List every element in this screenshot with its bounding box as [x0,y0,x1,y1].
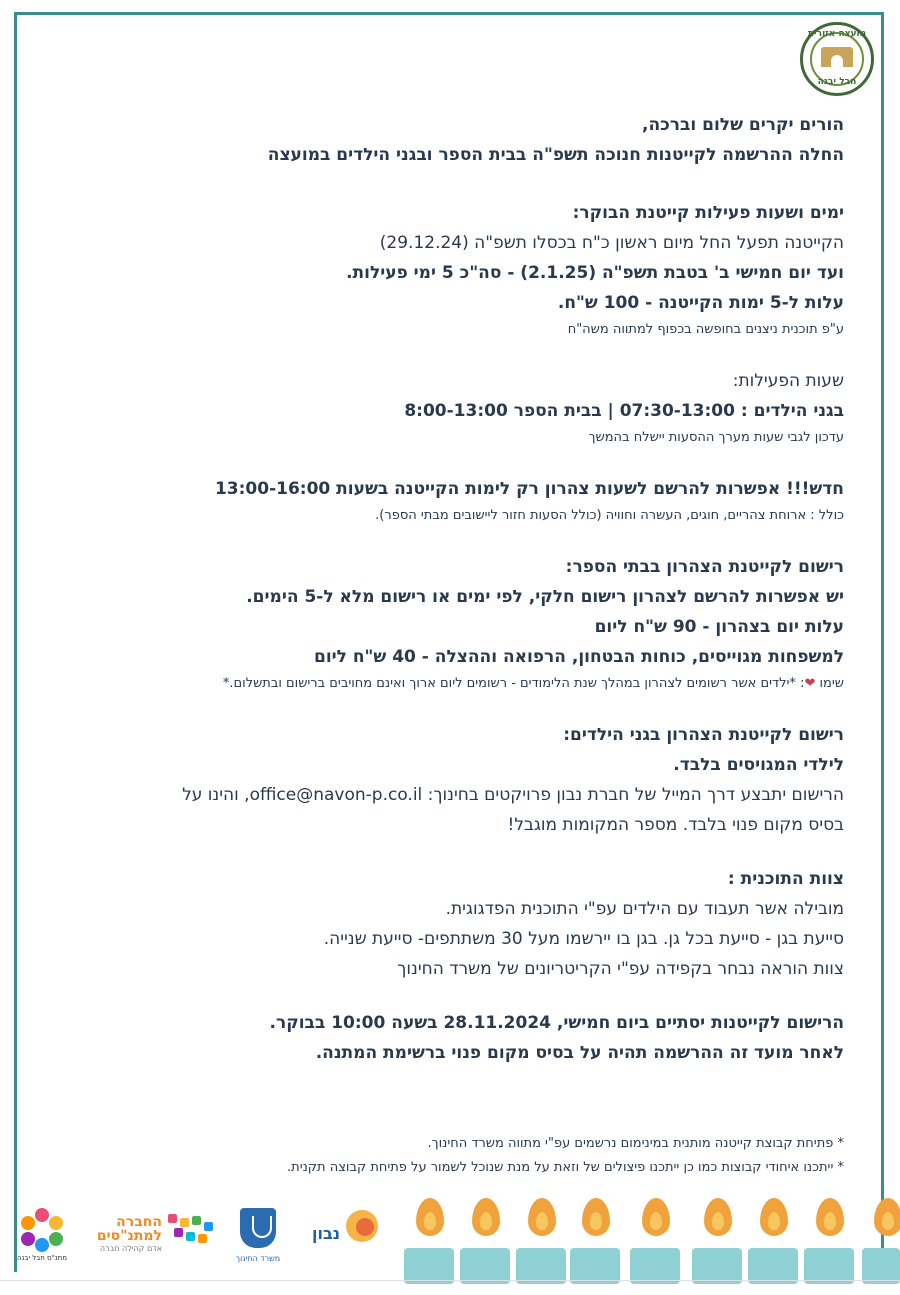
new-note: כולל : ארוחת צהריים, חוגים, העשרה וחוויה (כולל הסעות חזור ליישובים מבתי הספר). [375,508,844,523]
candle-body [862,1248,900,1284]
navon-kid2-icon [356,1218,374,1236]
candle-icon [748,1182,798,1295]
flame-icon [528,1198,556,1236]
staff-line-3: צוות הוראה נבחר בקפידה עפ"י הקריטריונים של משרד החינוך [397,959,844,979]
morning-line-2: ועד יום חמישי ב' בטבת תשפ"ה (2.1.25) - סה"כ 5 ימי פעילות. [346,263,844,283]
afternoon-school-line-1: יש אפשרות להרשם לצהרון רישום חלקי, לפי ימים או רישום מלא ל-5 הימים. [246,587,844,607]
afternoon-school-note [64,672,844,696]
candle-body [570,1248,620,1284]
logo-arch [831,55,843,67]
deadline-line-1: הרישום לקייטנות יסתיים ביום חמישי, 28.11.2024 בשעה 10:00 בבוקר. [269,1013,844,1033]
logo-top-text: מועצה אזורית [807,29,867,39]
hevra-tagline: אדם קהילה חברה [99,1244,162,1253]
staff-line-2: סייעת בגן - סייעת בכל גן. בגן בו יירשמו מעל 30 משתתפים- סייעת שנייה. [323,929,844,949]
afternoon-kg-subheading: לילדי המגויסים בלבד. [673,755,844,775]
note-rest: : *ילדים אשר רשומים לצהרון במהלך שנת הלימודים - רשומים ליום ארוך ואינם מחויבים ברישום ובתשלום.* [222,676,805,691]
council-logo [800,22,874,96]
navon-word: נבון [312,1224,340,1243]
afternoon-school-heading: רישום לקייטנת הצהרון בבתי הספר: [565,557,844,577]
letter-body [64,110,844,1068]
flame-icon [416,1198,444,1236]
new-heading: חדש!!! אפשרות להרשם לשעות צהרון רק לימות הקייטנה בשעות 13:00-16:00 [214,479,844,499]
candle-body [404,1248,454,1284]
bottom-divider [0,1280,900,1281]
candle-icon [570,1182,620,1295]
menorah-icon [252,1216,272,1238]
afternoon-school-line-2: עלות יום בצהרון - 90 ש"ח ליום [594,617,844,637]
edu-ministry-label: משרד החינוך [235,1254,281,1263]
hevra-line-1: החברה [116,1214,162,1230]
candle-body [692,1248,742,1284]
afternoon-kg-line-1: הרישום יתבצע דרך המייל של חברת נבון פרויקטים בחינוך: office@navon-p.co.il, והינו על [182,785,844,805]
subtitle: החלה ההרשמה לקייטנות חנוכה תשפ"ה בבית הספר ובגני הילדים במועצה [267,145,844,165]
flame-icon [816,1198,844,1236]
morning-line-1: הקייטנה תפעל החל מיום ראשון כ"ח בכסלו תשפ"ה (29.12.24) [379,233,844,253]
flame-icon [760,1198,788,1236]
candle-icon [404,1182,454,1295]
candle-body [748,1248,798,1284]
morning-note: ע"פ תוכנית ניצנים בחופשה בכפוף למתווה משה"ח [567,322,844,337]
flame-icon [472,1198,500,1236]
footnote-2: * ייתכנו איחודי קבוצות כמו כן ייתכנו פיצולים של וזאת על מנת שנוכל לשמור על פתיחת קבוצה תקנית. [287,1160,844,1175]
candle-icon [516,1182,566,1295]
afternoon-kg-heading: רישום לקייטנת הצהרון בגני הילדים: [563,725,844,745]
greeting: הורים יקרים שלום וברכה, [642,115,844,135]
hours-note: עדכון לגבי שעות מערך ההסעות יישלח בהמשך [588,430,844,445]
note-prefix: שימו [819,676,844,691]
navon-logo [312,1208,380,1252]
footnotes [64,1132,844,1180]
candle-icon [692,1182,742,1295]
afternoon-kg-line-2: בסיס מקום פנוי בלבד. מספר המקומות מוגבל! [507,815,844,835]
staff-heading: צוות התוכנית : [727,869,844,889]
candle-body [460,1248,510,1284]
hevra-line-2: למתנ"סים [96,1228,162,1244]
matnas-label: מתנ"ס חבל יבנה [17,1254,67,1262]
candle-icon [862,1182,900,1295]
staff-line-1: מובילה אשר תעבוד עם הילדים עפ"י התוכנית הפדגוגית. [445,899,844,919]
heart-icon: ❤ [804,676,816,691]
candle-body [804,1248,854,1284]
candle-icon [630,1182,680,1295]
education-ministry-logo [236,1208,280,1268]
afternoon-school-line-3: למשפחות מגוייסים, כוחות הבטחון, הרפואה וההצלה - 40 ש"ח ליום [313,647,844,667]
flame-icon [642,1198,670,1236]
hours-line-1: בגני הילדים : 07:30-13:00 | בבית הספר 8:00-13:00 [404,401,844,421]
candle-body [516,1248,566,1284]
candle-icon [804,1182,854,1295]
footnote-1: * פתיחת קבוצת קייטנה מותנית במינימום נרשמים עפ"י מתווה משרד החינוך. [427,1136,844,1151]
emblem-icon [240,1208,276,1248]
matnas-logo [16,1208,68,1264]
hours-heading: שעות הפעילות: [732,371,844,391]
morning-line-3: עלות ל-5 ימות הקייטנה - 100 ש"ח. [557,293,844,313]
flame-icon [874,1198,900,1236]
flame-icon [704,1198,732,1236]
candle-body [630,1248,680,1284]
logo-bottom-text: חבל יבנה [817,77,857,87]
morning-heading: ימים ושעות פעילות קייטנת הבוקר: [572,203,844,223]
deadline-line-2: לאחר מועד זה ההרשמה תהיה על בסיס מקום פנוי ברשימת המתנה. [315,1043,844,1063]
flame-icon [582,1198,610,1236]
candle-icon [460,1182,510,1295]
hevra-matnasim-logo [90,1208,220,1254]
